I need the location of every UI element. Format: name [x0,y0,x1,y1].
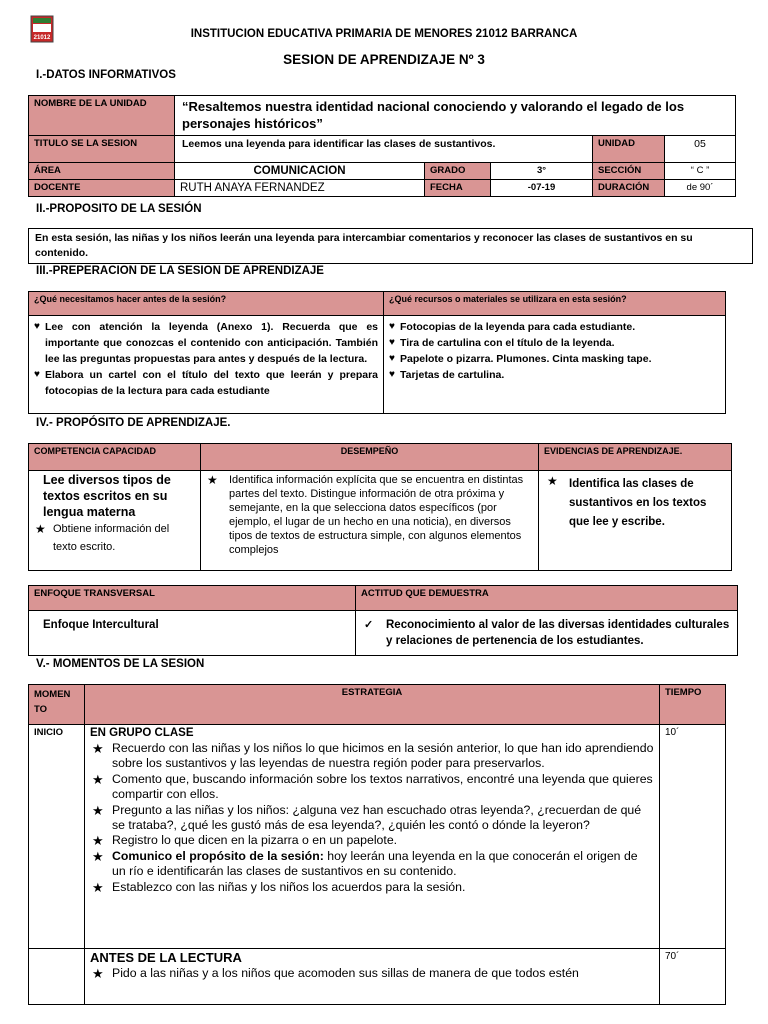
tiempo-header: TIEMPO [660,685,726,725]
actitud-value: Reconocimiento al valor de las diversas identidades culturales y relaciones de pertenencia de los estudiantes. [386,619,730,647]
antes-momento-cell [29,949,85,1005]
inicio-label: INICIO [29,725,85,949]
preparacion-col1-header: ¿Qué necesitamos hacer antes de la sesión? [29,292,384,316]
area-value: COMUNICACION [175,163,425,180]
duracion-value: de 90´ [665,180,736,197]
titulo-sesion-label: TITULO SE LA SESION [29,136,175,163]
preparacion-col2-header: ¿Qué recursos o materiales se utilizara en esta sesión? [384,292,726,316]
antes-list [90,966,654,981]
preparacion-col1-list [34,319,378,399]
evidencia-cell [539,471,732,571]
momentos-table [28,684,726,1005]
antes-cell [85,949,660,1005]
star-icon: ★ [547,474,558,488]
nombre-unidad-value: “Resaltemos nuestra identidad nacional conociendo y valorando el legado de los personajes históricos” [175,96,736,136]
list-item: ★ Establezco con las niñas y los niños los acuerdos para la sesión. [92,879,466,895]
section-1-heading: I.-DATOS INFORMATIVOS [36,69,176,81]
enfoque-table [28,585,738,656]
star-icon: ★ [92,966,104,981]
list-item: ♥ Fotocopias de la leyenda para cada estudiante. [389,319,720,335]
list-item: ♥ Tarjetas de cartulina. [389,367,720,383]
fecha-value: -07-19 [491,180,593,197]
aprendizaje-table [28,443,732,571]
list-item: ★ Registro lo que dicen en la pizarra o en un papelote. [92,833,398,849]
preparacion-col2-body [384,316,726,414]
star-icon: ★ [35,522,46,536]
logo-text: 21012 [33,35,51,41]
competencia-text: Lee diversos tipos de textos escritos en su lengua materna [43,473,171,519]
enfoque-header: ENFOQUE TRANSVERSAL [29,586,356,611]
capacidad-text: Obtiene información del texto escrito. [53,523,170,553]
list-item: ★ Pregunto a las niñas y los niños: ¿alguna vez han escuchado otras leyenda?, ¿recuerdan de qué se trataba?, ¿qué les gustó más de esa leyenda?, ¿quién les contó o dónde la leyeron? [92,802,642,833]
list-item: ★ Pido a las niñas y a los niños que acomoden sus sillas de manera de que todos estén [92,966,579,981]
datos-table [28,95,736,197]
preparacion-col2-list [389,319,720,383]
unidad-value: 05 [665,136,736,163]
list-item: ♥ Tira de cartulina con el título de la leyenda. [389,335,720,351]
momento-header: MOMEN TO [29,685,85,725]
docente-value: RUTH ANAYA FERNANDEZ [175,180,425,197]
duracion-label: DURACIÓN [593,180,665,197]
inicio-cell [85,725,660,949]
grado-label: GRADO [425,163,491,180]
list-item: ★ Recuerdo con las niñas y los niños lo que hicimos en la sesión anterior, lo que han ido aprendiendo sobre los sustantivos y las leyendas de nuestra región poder para preservarlos. [92,741,654,771]
enfoque-value: Enfoque Intercultural [29,611,356,656]
list-item: ♥ Papelote o pizarra. Plumones. Cinta masking tape. [389,351,720,367]
fecha-label: FECHA [425,180,491,197]
nombre-unidad-label: NOMBRE DE LA UNIDAD [29,96,175,136]
inicio-title: EN GRUPO CLASE [90,727,194,739]
school-name: INSTITUCION EDUCATIVA PRIMARIA DE MENORES 21012 BARRANCA [190,28,578,40]
actitud-cell [356,611,738,656]
inicio-time: 10´ [660,725,726,949]
section-2-heading: II.-PROPOSITO DE LA SESIÓN [36,203,202,215]
session-title: SESION DE APRENDIZAJE Nº 3 [283,52,485,67]
desempeno-header: DESEMPEÑO [201,444,539,471]
actitud-header: ACTITUD QUE DEMUESTRA [356,586,738,611]
section-3-heading: III.-PREPERACION DE LA SESION DE APRENDIZAJE [36,265,324,277]
section-4-heading: IV.- PROPÓSITO DE APRENDIZAJE. [36,417,231,429]
star-icon: ★ [92,802,104,818]
star-icon: ★ [92,741,104,756]
star-icon: ★ [92,848,104,864]
estrategia-header: ESTRATEGIA [85,685,660,725]
docente-label: DOCENTE [29,180,175,197]
section-5-heading: V.- MOMENTOS DE LA SESION [36,658,205,670]
star-icon: ★ [92,879,104,895]
competencia-header: COMPETENCIA CAPACIDAD [29,444,201,471]
evidencia-text: Identifica las clases de sustantivos en los textos que lee y escribe. [569,478,707,528]
desempeno-cell [201,471,539,571]
seccion-value: “ C ” [665,163,736,180]
grado-value: 3° [491,163,593,180]
list-item: ★ Comento que, buscando información sobre los textos narrativos, encontré una leyenda que quieres compartir con ellos. [92,771,653,802]
proposito-text: En esta sesión, las niñas y los niños leerán una leyenda para intercambiar comentarios y reconocer las clases de sustantivos en su contenido. [29,229,753,264]
preparacion-col1-body [29,316,384,414]
star-icon: ★ [92,833,104,849]
list-item: ♥ Elabora un cartel con el título del texto que leerán y prepara fotocopias de la lectura para cada estudiante [34,367,378,399]
evidencias-header: EVIDENCIAS DE APRENDIZAJE. [539,444,732,471]
competencia-cell [29,471,201,571]
inicio-list [90,741,654,895]
antes-title: ANTES DE LA LECTURA [90,950,242,965]
titulo-sesion-value: Leemos una leyenda para identificar las clases de sustantivos. [175,136,593,163]
antes-time: 70´ [660,949,726,1005]
preparacion-table [28,291,726,414]
proposito-table [28,228,753,264]
star-icon: ★ [207,473,218,487]
seccion-label: SECCIÓN [593,163,665,180]
check-icon: ✓ [364,619,374,631]
unidad-label: UNIDAD [593,136,665,163]
desempeno-text: Identifica información explícita que se encuentra en distintas partes del texto. Distingue información de otra próxima y semejante, en la que selecciona datos específicos (por ejemplo, el lugar de un hecho en una noticia), en diversos tipos de textos de estructura simple, con algunos elementos complejos [229,474,524,556]
list-item: ★ Comunico el propósito de la sesión: hoy leerán una leyenda en la que conocerán el origen de un río e identificarán las clases de sustantivos en su contenido. [92,848,638,879]
list-item: ♥ Lee con atención la leyenda (Anexo 1). Recuerda que es importante que conozcas el contenido con anticipación. También lee las preguntas propuestas para antes y después de la lectura. [34,319,378,367]
capacidad-item [33,520,196,556]
area-label: ÁREA [29,163,175,180]
star-icon: ★ [92,771,104,787]
